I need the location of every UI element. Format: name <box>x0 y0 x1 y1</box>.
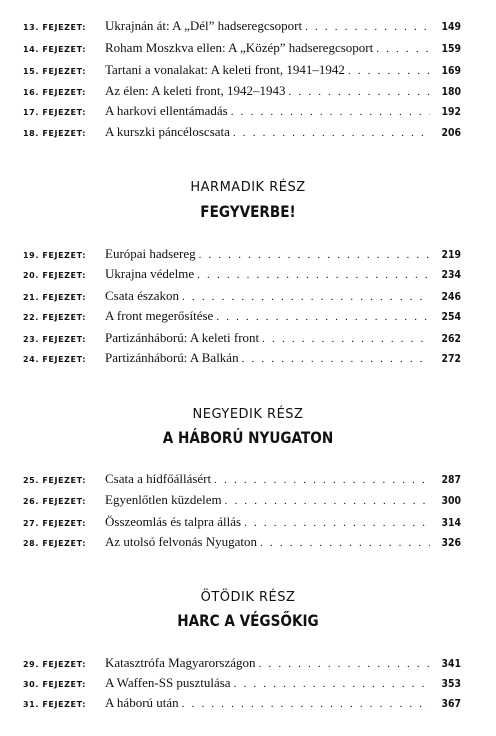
toc-entry <box>23 246 461 264</box>
dot-leader <box>225 495 430 507</box>
toc-entry <box>23 350 461 368</box>
page-number: 234 <box>441 268 461 281</box>
chapter-title: Ukrajna védelme <box>105 266 195 281</box>
chapter-number: 25. FEJEZET: <box>23 476 87 485</box>
part-title: A HÁBORÚ NYUGATON <box>162 428 334 447</box>
toc-entry <box>23 124 461 142</box>
dot-leader <box>305 21 430 33</box>
chapter-title: A front megerősítése <box>105 308 214 323</box>
chapter-title: A harkovi ellentámadás <box>105 103 228 118</box>
toc-entry <box>23 675 461 693</box>
chapter-number: 21. FEJEZET: <box>23 293 87 302</box>
toc-entry <box>23 534 461 552</box>
dot-leader <box>214 474 430 486</box>
chapter-number: 29. FEJEZET: <box>23 660 87 669</box>
dot-leader <box>260 537 430 549</box>
toc-entry <box>23 40 461 58</box>
dot-leader <box>289 86 430 98</box>
page-number: 149 <box>441 20 461 33</box>
dot-leader <box>244 517 430 529</box>
chapter-title: Összeomlás és talpra állás <box>105 514 242 529</box>
part-label: HARMADIK RÉSZ <box>190 180 306 195</box>
toc-entry <box>23 18 461 36</box>
toc-entry <box>23 266 461 284</box>
page-number: 192 <box>441 105 461 118</box>
chapter-title: Európai hadsereg <box>105 246 196 261</box>
chapter-number: 26. FEJEZET: <box>23 497 87 506</box>
page-number: 180 <box>441 85 461 98</box>
dot-leader <box>197 269 430 281</box>
chapter-number: 23. FEJEZET: <box>23 335 87 344</box>
part-title: HARC A VÉGSŐKIG <box>177 611 319 630</box>
chapter-title: Partizánháború: A keleti front <box>105 330 260 345</box>
toc-entry <box>23 103 461 121</box>
chapter-number: 28. FEJEZET: <box>23 539 87 548</box>
dot-leader <box>182 698 430 710</box>
chapter-title: Katasztrófa Magyarországon <box>105 655 256 670</box>
page-number: 300 <box>441 494 461 507</box>
toc-entry <box>23 288 461 306</box>
part-label: NEGYEDIK RÉSZ <box>192 407 304 422</box>
chapter-title: Csata a hídfőállásért <box>105 471 212 486</box>
chapter-title: Ukrajnán át: A „Dél” hadseregcsoport <box>105 18 303 33</box>
toc-entry <box>23 695 461 713</box>
chapter-title: A kurszki páncéloscsata <box>105 124 230 139</box>
dot-leader <box>348 65 430 77</box>
dot-leader <box>199 249 430 261</box>
toc-entry <box>23 62 461 80</box>
dot-leader <box>182 291 430 303</box>
page-number: 262 <box>441 332 461 345</box>
page-number: 169 <box>441 64 461 77</box>
page-number: 314 <box>441 516 461 529</box>
chapter-title: Roham Moszkva ellen: A „Közép” hadseregcsoport <box>105 40 374 55</box>
chapter-number: 16. FEJEZET: <box>23 88 87 97</box>
chapter-number: 13. FEJEZET: <box>23 23 87 32</box>
page-number: 159 <box>441 42 461 55</box>
page-number: 353 <box>441 677 461 690</box>
dot-leader <box>376 43 430 55</box>
chapter-title: Tartani a vonalakat: A keleti front, 1941–1942 <box>105 62 345 77</box>
toc-entry <box>23 83 461 101</box>
page-number: 246 <box>441 290 461 303</box>
toc-entry <box>23 308 461 326</box>
chapter-number: 17. FEJEZET: <box>23 108 87 117</box>
dot-leader <box>233 127 430 139</box>
toc-entry <box>23 655 461 673</box>
chapter-number: 20. FEJEZET: <box>23 271 87 280</box>
part-title: FEGYVERBE! <box>200 202 296 221</box>
chapter-title: Egyenlőtlen küzdelem <box>105 492 222 507</box>
toc-entry <box>23 471 461 489</box>
page-number: 272 <box>441 352 461 365</box>
chapter-number: 15. FEJEZET: <box>23 67 87 76</box>
chapter-number: 18. FEJEZET: <box>23 129 87 138</box>
chapter-number: 31. FEJEZET: <box>23 700 87 709</box>
chapter-title: Partizánháború: A Balkán <box>105 350 239 365</box>
page-number: 219 <box>441 248 461 261</box>
dot-leader <box>216 311 430 323</box>
page-number: 326 <box>441 536 461 549</box>
chapter-number: 30. FEJEZET: <box>23 680 87 689</box>
chapter-number: 19. FEJEZET: <box>23 251 87 260</box>
chapter-title: Az utolsó felvonás Nyugaton <box>105 534 258 549</box>
page-number: 254 <box>441 310 461 323</box>
page-number: 341 <box>441 657 461 670</box>
dot-leader <box>234 678 430 690</box>
chapter-number: 24. FEJEZET: <box>23 355 87 364</box>
chapter-number: 14. FEJEZET: <box>23 45 87 54</box>
chapter-title: A háború után <box>105 695 179 710</box>
page-number: 206 <box>441 126 461 139</box>
chapter-number: 27. FEJEZET: <box>23 519 87 528</box>
dot-leader <box>262 333 430 345</box>
toc-entry <box>23 514 461 532</box>
chapter-title: Az élen: A keleti front, 1942–1943 <box>105 83 286 98</box>
dot-leader <box>231 106 430 118</box>
toc-entry <box>23 330 461 348</box>
page-number: 367 <box>441 697 461 710</box>
part-label: ÖTÖDIK RÉSZ <box>200 590 296 605</box>
chapter-title: A Waffen-SS pusztulása <box>105 675 231 690</box>
dot-leader <box>242 353 430 365</box>
toc-entry <box>23 492 461 510</box>
page-number: 287 <box>441 473 461 486</box>
dot-leader <box>259 658 430 670</box>
chapter-title: Csata északon <box>105 288 180 303</box>
chapter-number: 22. FEJEZET: <box>23 313 87 322</box>
